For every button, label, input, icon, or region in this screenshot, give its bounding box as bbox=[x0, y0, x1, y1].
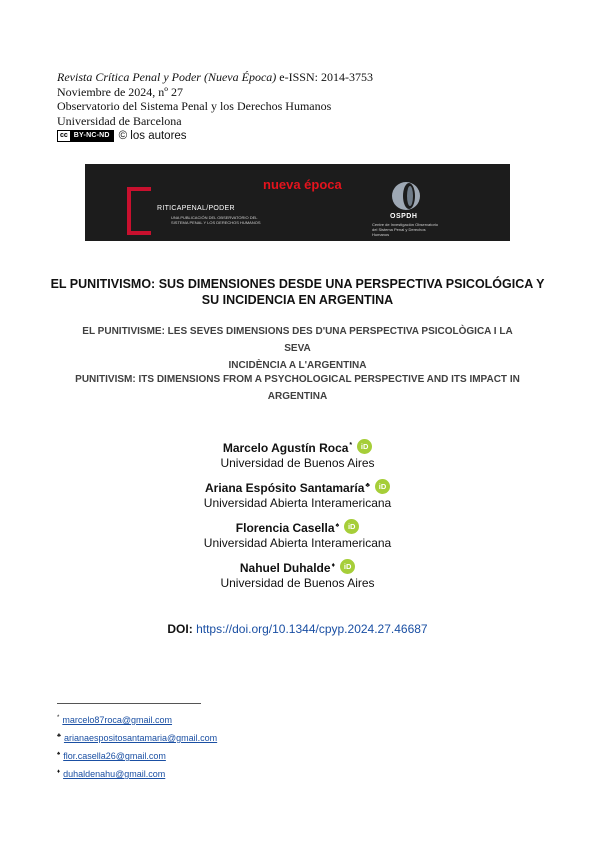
critica-penal-logo-frame bbox=[127, 187, 151, 235]
journal-banner bbox=[85, 164, 510, 241]
journal-header bbox=[57, 70, 373, 144]
orcid-icon[interactable]: iD bbox=[344, 519, 359, 534]
footnote-item bbox=[57, 728, 217, 746]
title-es-line-1: EL PUNITIVISMO: SUS DIMENSIONES DESDE UNA PERSPECTIVA PSICOLÓGICA Y bbox=[50, 277, 545, 291]
author-name: Marcelo Agustín Roca bbox=[222, 441, 349, 455]
author-name: Florencia Casella bbox=[235, 521, 335, 535]
orcid-icon[interactable]: iD bbox=[357, 439, 372, 454]
article-title-en bbox=[70, 371, 525, 405]
author-affiliation: Universidad Abierta Interamericana bbox=[203, 536, 392, 550]
orcid-icon[interactable]: iD bbox=[340, 559, 355, 574]
article-title-es bbox=[50, 276, 545, 308]
footnote-email-link[interactable]: flor.casella26@gmail.com bbox=[63, 751, 166, 761]
author-block bbox=[0, 558, 595, 591]
ospdh-logo-icon bbox=[391, 181, 421, 211]
footnote-symbol: ♠ bbox=[57, 751, 61, 757]
footnotes bbox=[57, 710, 217, 782]
footnote-item bbox=[57, 710, 217, 728]
orcid-icon[interactable]: iD bbox=[375, 479, 390, 494]
author-block bbox=[0, 438, 595, 471]
author-footnote-mark[interactable]: ♦ bbox=[331, 562, 336, 569]
footnote-email-link[interactable]: marcelo87roca@gmail.com bbox=[62, 715, 173, 725]
cc-icon: cc bbox=[58, 131, 71, 141]
footnote-symbol: * bbox=[57, 715, 60, 721]
footnote-email-link[interactable]: arianaespositosantamaria@gmail.com bbox=[63, 733, 218, 743]
critica-penal-logo-text: RITICAPENAL/PODER bbox=[157, 205, 235, 212]
copyright-text: © los autores bbox=[118, 130, 187, 142]
issue-date: Noviembre de 2024, nº 27 bbox=[57, 84, 184, 99]
doi-link[interactable]: https://doi.org/10.1344/cpyp.2024.27.46687 bbox=[196, 622, 428, 636]
license-row bbox=[57, 129, 373, 144]
article-title-ca bbox=[70, 323, 525, 374]
footnote-item bbox=[57, 746, 217, 764]
ospdh-name: OSPDH bbox=[390, 213, 418, 220]
author-affiliation: Universidad de Buenos Aires bbox=[220, 576, 375, 590]
author-footnote-mark[interactable]: ♣ bbox=[365, 482, 370, 489]
footnote-divider bbox=[57, 703, 201, 704]
title-ca-line-1: EL PUNITIVISME: LES SEVES DIMENSIONS DES D'UNA PERSPECTIVA PSICOLÒGICA I LA SEVA bbox=[82, 326, 513, 354]
footnote-item bbox=[57, 764, 217, 782]
observatory-name: Observatorio del Sistema Penal y los Derechos Humanos bbox=[57, 99, 332, 113]
author-footnote-mark[interactable]: * bbox=[349, 442, 353, 449]
journal-line bbox=[57, 70, 373, 85]
issn: e-ISSN: 2014-3753 bbox=[276, 70, 373, 84]
footnote-symbol: ♣ bbox=[57, 733, 61, 739]
doi-line bbox=[0, 622, 595, 636]
doi-label: DOI: bbox=[167, 622, 193, 636]
footnote-symbol: ♦ bbox=[57, 769, 61, 775]
ospdh-subtitle: Centre de Investigación Observatorio del Sistema Penal y Derechos Humanos bbox=[372, 222, 439, 237]
title-en-line-1: PUNITIVISM: ITS DIMENSIONS FROM A PSYCHOLOGICAL PERSPECTIVE AND ITS IMPACT IN bbox=[75, 374, 520, 385]
title-ca-line-2: INCIDÈNCIA A L'ARGENTINA bbox=[228, 360, 367, 371]
critica-penal-logo-subtitle: UNA PUBLICACIÓN DEL OBSERVATORIO DEL SISTEMA PENAL Y LOS DERECHOS HUMANOS bbox=[171, 215, 261, 225]
author-affiliation: Universidad de Buenos Aires bbox=[220, 456, 375, 470]
university-name: Universidad de Barcelona bbox=[57, 113, 182, 128]
journal-name: Revista Crítica Penal y Poder (Nueva Época) bbox=[57, 70, 277, 84]
author-block bbox=[0, 518, 595, 551]
author-name: Nahuel Duhalde bbox=[239, 561, 331, 575]
author-footnote-mark[interactable]: ♠ bbox=[335, 522, 340, 529]
title-es-line-2: SU INCIDENCIA EN ARGENTINA bbox=[201, 293, 394, 307]
cc-terms: BY-NC-ND bbox=[71, 131, 113, 141]
author-name: Ariana Espósito Santamaría bbox=[205, 481, 365, 495]
author-block bbox=[0, 478, 595, 511]
nueva-epoca-label: nueva época bbox=[263, 177, 342, 192]
title-en-line-2: ARGENTINA bbox=[267, 391, 328, 402]
author-affiliation: Universidad Abierta Interamericana bbox=[203, 496, 392, 510]
footnote-email-link[interactable]: duhaldenahu@gmail.com bbox=[63, 769, 166, 779]
cc-license-badge[interactable] bbox=[57, 130, 114, 142]
